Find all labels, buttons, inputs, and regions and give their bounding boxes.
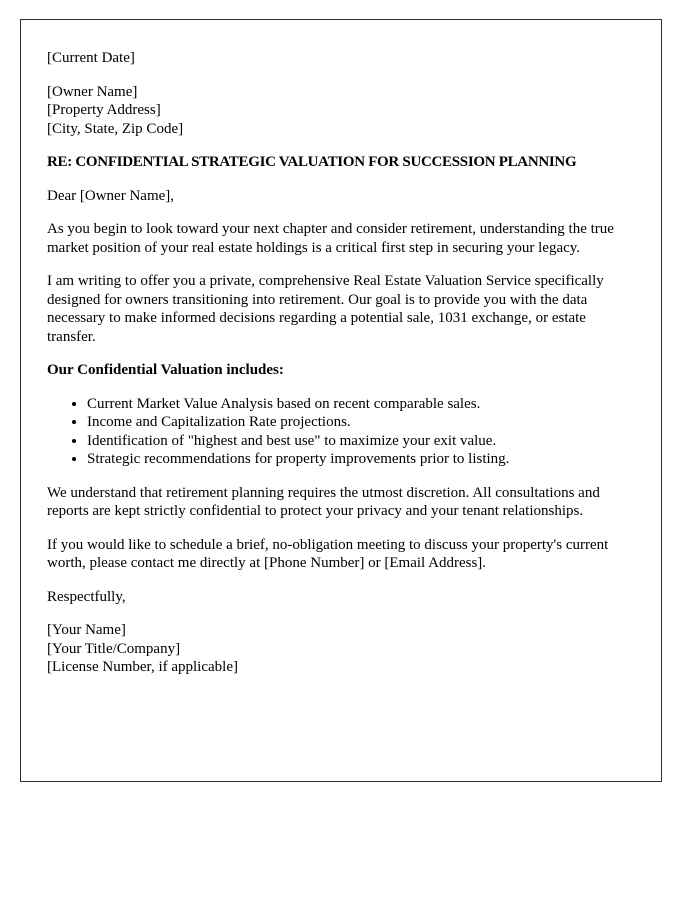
includes-heading: Our Confidential Valuation includes:	[47, 362, 284, 378]
signature-license-number: [License Number, if applicable]	[47, 659, 238, 675]
paragraph-discretion: We understand that retirement planning requires the utmost discretion. All consultations and reports are kept strictly confidential to protect your privacy and your tenant relationships.	[47, 484, 600, 519]
recipient-city-state-zip: [City, State, Zip Code]	[47, 120, 184, 137]
bullet-item-market-value: • Current Market Value Analysis based on recent comparable sales.	[87, 395, 635, 414]
signature-block	[47, 621, 635, 677]
date-line: [Current Date]	[47, 50, 135, 66]
signature-title-company: [Your Title/Company]	[47, 640, 181, 657]
recipient-owner-name: [Owner Name]	[47, 83, 138, 100]
recipient-block	[47, 83, 635, 139]
valediction: Respectfully,	[47, 588, 126, 605]
bullet-item-income-cap-rate: • Income and Capitalization Rate projections.	[87, 413, 635, 432]
paragraph-offer: I am writing to offer you a private, comprehensive Real Estate Valuation Service specifically designed for owners transitioning into retirement. Our goal is to provide you with the data necessary to make informed decisions regarding a potential sale, 1031 exchange, or estate transfer.	[47, 273, 604, 345]
bullet-item-strategic-recommendations: • Strategic recommendations for property improvements prior to listing.	[87, 450, 635, 469]
bullet-item-highest-best-use: • Identification of "highest and best use" to maximize your exit value.	[87, 432, 635, 451]
recipient-property-address: [Property Address]	[47, 102, 161, 118]
signature-name: [Your Name]	[47, 622, 126, 638]
paragraph-intro: As you begin to look toward your next chapter and consider retirement, understanding the true market position of your real estate holdings is a critical first step in securing your legacy.	[47, 221, 614, 256]
valuation-includes-list	[47, 395, 635, 469]
paragraph-call-to-action: If you would like to schedule a brief, no-obligation meeting to discuss your property's current worth, please contact me directly at [Phone Number] or [Email Address].	[47, 536, 609, 571]
salutation: Dear [Owner Name],	[47, 187, 175, 204]
letter-page	[20, 19, 662, 782]
subject-line: RE: CONFIDENTIAL STRATEGIC VALUATION FOR SUCCESSION PLANNING	[47, 154, 577, 170]
